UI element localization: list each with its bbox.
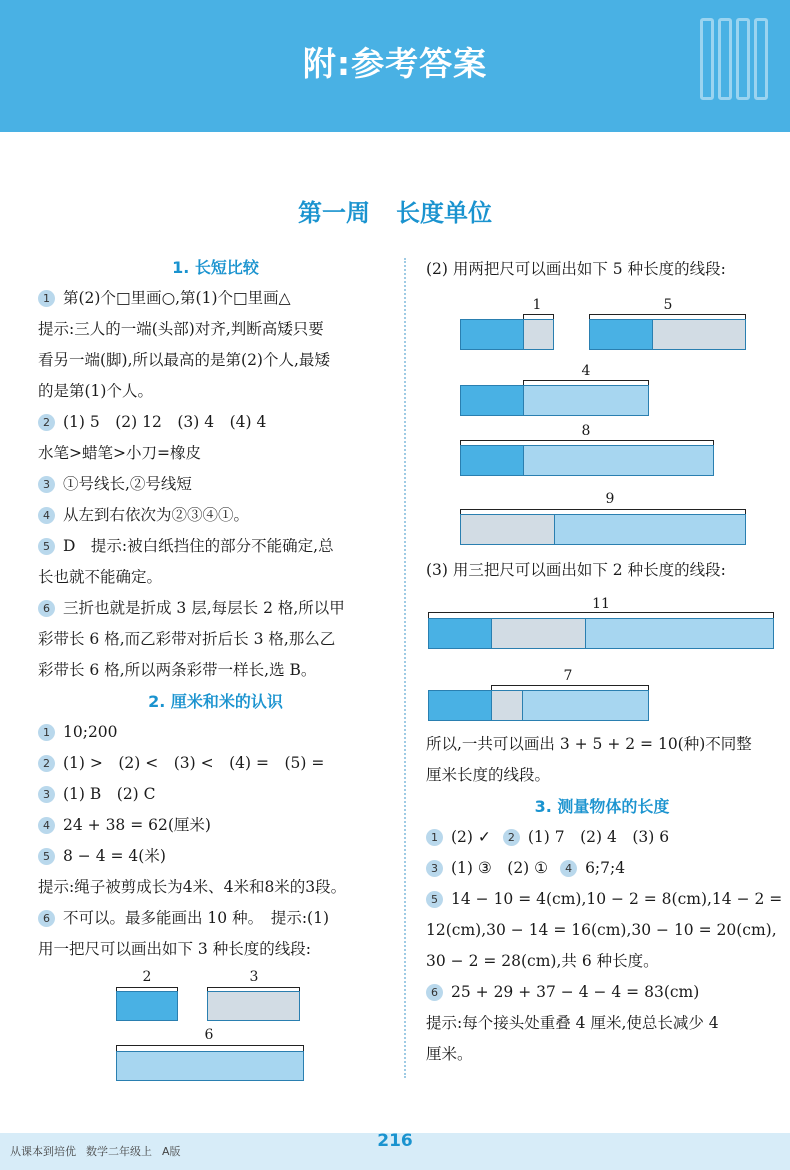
answer-line: 3 (1) B (2) C <box>38 779 393 810</box>
ruler-bar <box>589 319 653 350</box>
ruler-bar <box>585 618 774 649</box>
section-title: 1. 长短比较 <box>172 258 259 277</box>
week-title <box>0 193 790 228</box>
question-badge: 5 <box>426 891 443 908</box>
answer-line: 1 (2) ✓ 2 (1) 7 (2) 4 (3) 6 <box>426 822 778 853</box>
answer-line: 长也就不能确定。 <box>38 568 163 586</box>
ruler-diagram-two <box>426 285 778 555</box>
footer-book: 数学二年级上 <box>86 1145 152 1158</box>
question-badge: 4 <box>38 507 55 524</box>
ruler-diagram-three <box>426 586 778 729</box>
segment-label: 8 <box>581 423 591 439</box>
ruler-bar <box>428 690 492 721</box>
answer-line: (3) 用三把尺可以画出如下 2 种长度的线段: <box>426 561 726 579</box>
ruler-bar <box>652 319 746 350</box>
footer-edition: A版 <box>162 1145 181 1158</box>
question-badge: 6 <box>38 600 55 617</box>
question-badge: 1 <box>38 290 55 307</box>
page-title: 附:参考答案 <box>302 44 488 83</box>
answer-line: 2 (1) > (2) < (3) < (4) = (5) = <box>38 748 393 779</box>
answer-line: 彩带长 6 格,所以两条彩带一样长,选 B。 <box>38 661 317 679</box>
ruler-bar <box>460 514 555 545</box>
question-badge: 4 <box>38 817 55 834</box>
ruler-diagram-one <box>38 965 393 1103</box>
ruler-bar <box>460 385 524 416</box>
question-badge: 1 <box>426 829 443 846</box>
answer-line: 4 从左到右依次为②③④①。 <box>38 500 393 531</box>
answer-line: 3 ①号线长,②号线短 <box>38 469 393 500</box>
answer-line: 厘米。 <box>426 1045 473 1063</box>
week-label: 第一周 <box>298 199 370 227</box>
question-badge: 2 <box>503 829 520 846</box>
footer-series: 从课本到培优 <box>10 1145 76 1158</box>
week-topic: 长度单位 <box>396 199 492 227</box>
answer-line: 6 不可以。最多能画出 10 种。 提示:(1) <box>38 903 393 934</box>
answer-line: 1 10;200 <box>38 717 393 748</box>
question-badge: 3 <box>38 476 55 493</box>
question-badge: 6 <box>38 910 55 927</box>
answer-line: 水笔>蜡笔>小刀=橡皮 <box>38 444 201 462</box>
answer-line: 12(cm),30 − 14 = 16(cm),30 − 10 = 20(cm), <box>426 921 777 939</box>
answer-line: 所以,一共可以画出 3 + 5 + 2 = 10(种)不同整 <box>426 735 752 753</box>
ruler-bar <box>554 514 746 545</box>
segment-label: 6 <box>204 1027 214 1043</box>
answer-line: 6 三折也就是折成 3 层,每层长 2 格,所以甲 <box>38 593 393 624</box>
ruler-bar <box>523 319 554 350</box>
section-title: 2. 厘米和米的认识 <box>148 692 283 711</box>
answer-line: (2) 用两把尺可以画出如下 5 种长度的线段: <box>426 260 726 278</box>
answer-line: 4 24 + 38 = 62(厘米) <box>38 810 393 841</box>
ruler-bar <box>523 445 714 476</box>
question-badge: 6 <box>426 984 443 1001</box>
ruler-bar <box>491 618 586 649</box>
segment-label: 4 <box>581 363 591 379</box>
answer-line: 提示:绳子被剪成长为4米、4米和8米的3段。 <box>38 878 347 896</box>
question-badge: 3 <box>38 786 55 803</box>
header-banner <box>0 0 790 132</box>
answer-line: 1 第(2)个□里画○,第(1)个□里画△ <box>38 283 393 314</box>
answer-line: 的是第(1)个人。 <box>38 382 153 400</box>
segment-label: 2 <box>142 969 152 985</box>
column-divider <box>404 258 406 1078</box>
question-badge: 2 <box>38 755 55 772</box>
answer-line: 5 D 提示:被白纸挡住的部分不能确定,总 <box>38 531 393 562</box>
question-badge: 4 <box>560 860 577 877</box>
segment-label: 9 <box>605 491 615 507</box>
answer-line: 5 8 − 4 = 4(米) <box>38 841 393 872</box>
answer-line: 用一把尺可以画出如下 3 种长度的线段: <box>38 940 311 958</box>
left-column <box>38 252 393 1103</box>
ruler-bar <box>116 1051 304 1081</box>
answer-line: 30 − 2 = 28(cm),共 6 种长度。 <box>426 952 659 970</box>
ruler-bar <box>491 690 523 721</box>
answer-line: 提示:每个接头处重叠 4 厘米,使总长减少 4 <box>426 1014 719 1032</box>
segment-label: 5 <box>663 297 673 313</box>
ruler-bar <box>460 319 524 350</box>
ruler-bar <box>207 991 300 1021</box>
question-badge: 5 <box>38 538 55 555</box>
ruler-bar <box>428 618 492 649</box>
segment-label: 1 <box>532 297 542 313</box>
section-title: 3. 测量物体的长度 <box>534 797 670 816</box>
right-column <box>426 252 783 1070</box>
answer-line: 看另一端(脚),所以最高的是第(2)个人,最矮 <box>38 351 330 369</box>
ruler-bar <box>460 445 524 476</box>
ruler-bar <box>116 991 178 1021</box>
answer-line: 6 25 + 29 + 37 − 4 − 4 = 83(cm) <box>426 977 778 1008</box>
page-number: 216 <box>377 1131 413 1151</box>
answer-line: 5 14 − 10 = 4(cm),10 − 2 = 8(cm),14 − 2 = <box>426 884 778 915</box>
segment-label: 11 <box>592 596 610 612</box>
ruler-bar <box>522 690 649 721</box>
segment-label: 7 <box>563 668 573 684</box>
segment-label: 3 <box>249 969 259 985</box>
answer-line: 提示:三人的一端(头部)对齐,判断高矮只要 <box>38 320 324 338</box>
answer-line: 3 (1) ③ (2) ① 4 6;7;4 <box>426 853 778 884</box>
question-badge: 5 <box>38 848 55 865</box>
ruler-bar <box>523 385 649 416</box>
question-badge: 3 <box>426 860 443 877</box>
answer-line: 厘米长度的线段。 <box>426 766 551 784</box>
answer-line: 2 (1) 5 (2) 12 (3) 4 (4) 4 <box>38 407 393 438</box>
question-badge: 1 <box>38 724 55 741</box>
question-badge: 2 <box>38 414 55 431</box>
answer-line: 彩带长 6 格,而乙彩带对折后长 3 格,那么乙 <box>38 630 336 648</box>
